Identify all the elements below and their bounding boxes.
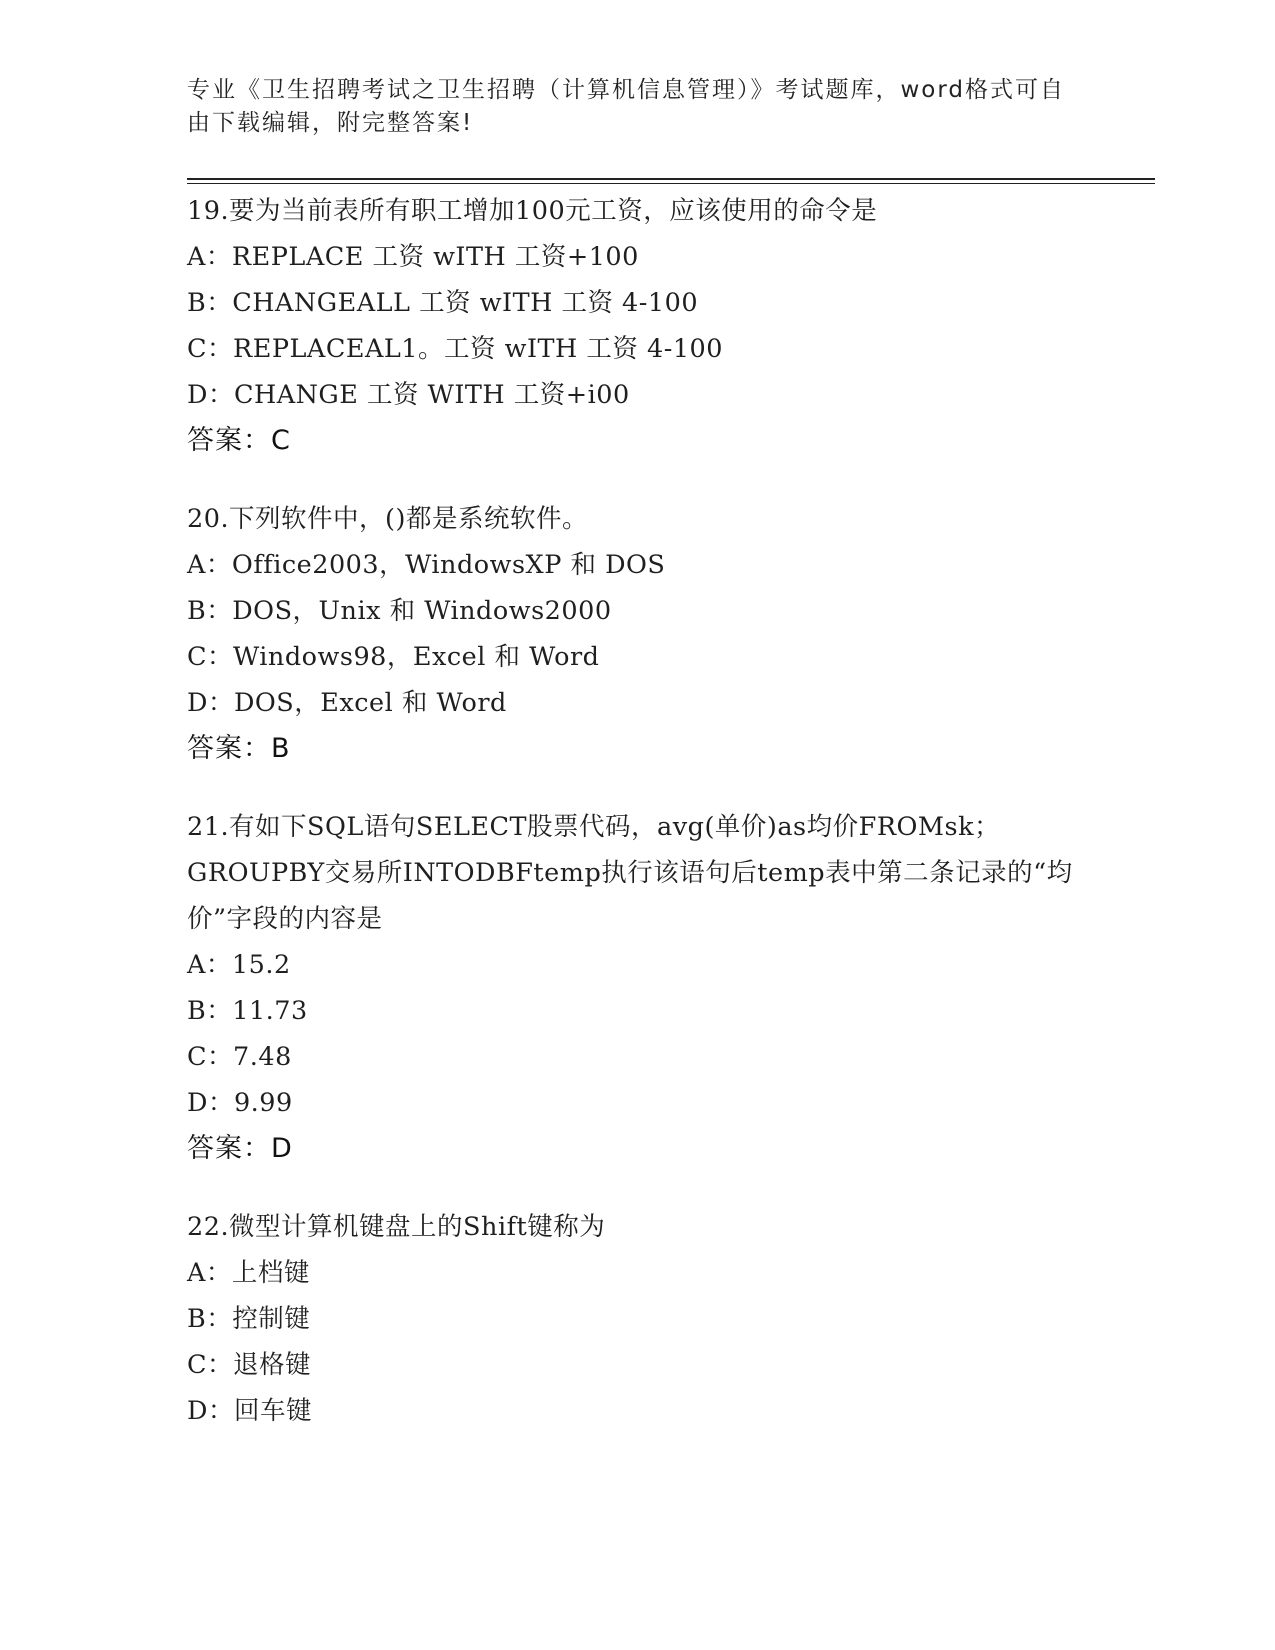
question-20 bbox=[187, 496, 1087, 772]
option-b: B：控制键 bbox=[187, 1304, 311, 1334]
answer-label: 答案：D bbox=[187, 1133, 293, 1164]
option-c: C：7.48 bbox=[187, 1042, 292, 1072]
option-b: B：11.73 bbox=[187, 996, 308, 1026]
option-a: A：上档键 bbox=[187, 1258, 310, 1288]
question-19 bbox=[187, 188, 1087, 464]
option-d: D：9.99 bbox=[187, 1088, 293, 1118]
option-b: B：CHANGEALL 工资 wITH 工资 4-100 bbox=[187, 288, 699, 318]
option-d: D：CHANGE 工资 WITH 工资+i00 bbox=[187, 380, 630, 410]
option-a: A：REPLACE 工资 wITH 工资+100 bbox=[187, 242, 639, 272]
header-divider-thin bbox=[187, 183, 1155, 184]
option-a: A：15.2 bbox=[187, 950, 291, 980]
question-stem: 22.微型计算机键盘上的Shift键称为 bbox=[187, 1212, 606, 1242]
question-stem: 20.下列软件中，()都是系统软件。 bbox=[187, 504, 588, 534]
option-d: D：DOS，Excel 和 Word bbox=[187, 688, 507, 718]
question-stem: 19.要为当前表所有职工增加100元工资，应该使用的命令是 bbox=[187, 196, 878, 226]
question-22 bbox=[187, 1204, 1087, 1434]
option-a: A：Office2003，WindowsXP 和 DOS bbox=[187, 550, 666, 580]
option-b: B：DOS，Unix 和 Windows2000 bbox=[187, 596, 612, 626]
question-stem: 21.有如下SQL语句SELECT股票代码，avg(单价)as均价FROMsk；GROUPBY交易所INTODBFtemp执行该语句后temp表中第二条记录的“均价”字段的内容是 bbox=[187, 812, 1073, 934]
option-d: D：回车键 bbox=[187, 1396, 312, 1426]
question-21 bbox=[187, 804, 1087, 1172]
option-c: C：Windows98，Excel 和 Word bbox=[187, 642, 600, 672]
answer-label: 答案：C bbox=[187, 425, 291, 456]
answer-label: 答案：B bbox=[187, 733, 291, 764]
header-divider bbox=[187, 178, 1155, 180]
document-intro: 专业《卫生招聘考试之卫生招聘（计算机信息管理）》考试题库，word格式可自由下载编辑，附完整答案! bbox=[187, 77, 1066, 136]
option-c: C：REPLACEAL1。工资 wITH 工资 4-100 bbox=[187, 334, 724, 364]
question-list bbox=[187, 188, 1087, 1466]
option-c: C：退格键 bbox=[187, 1350, 312, 1380]
